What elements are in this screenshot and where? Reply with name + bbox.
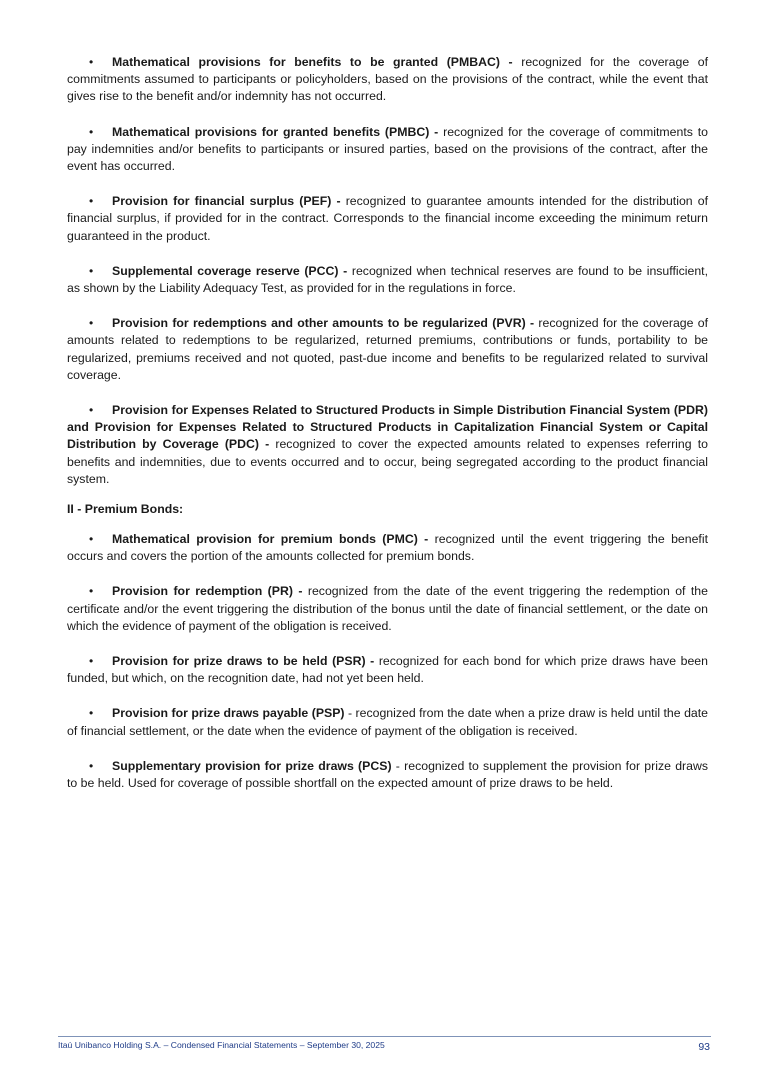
bullet-icon: •: [89, 403, 94, 418]
item-text: recognized for each bond for which prize draws have been funded, but which, on the recognition date, had not yet been held.: [67, 654, 708, 686]
item-title: Provision for financial surplus (PEF) -: [112, 194, 341, 209]
list-item-pcs: [67, 758, 708, 792]
item-text: recognized to guarantee amounts intended for the distribution of financial surplus, if provided for in the contract. Corresponds to the financial income exceeding the minimum return guaranteed in the product.: [67, 194, 708, 243]
item-text: - recognized from the date when a prize draw is held until the date of financial settlement, or the date when the evidence of payment of the obligation is received.: [67, 706, 709, 738]
footer-text: Itaú Unibanco Holding S.A. – Condensed Financial Statements – September 30, 2025: [58, 1040, 385, 1050]
bullet-icon: •: [89, 532, 94, 547]
item-text: recognized from the date of the event triggering the redemption of the certificate and/or the event triggering the distribution of the bonus until the date of financial settlement, or the date on which the evidence of payment of the obligation is received.: [67, 584, 708, 633]
footer-divider: [58, 1036, 711, 1037]
item-text: recognized for the coverage of commitments assumed to participants or policyholders, based on the provisions of the contract, while the event that gives rise to the benefit and/or indemnity has not occurred.: [67, 55, 708, 104]
list-item-pmbac: [67, 54, 708, 106]
list-item-pdr-pdc: [67, 402, 708, 488]
item-text: - recognized to supplement the provision for prize draws to be held. Used for coverage of possible shortfall on the expected amount of prize draws to be held.: [67, 758, 708, 791]
item-title: Provision for Expenses Related to Structured Products in Simple Distribution Financial System (PDR) and Provision for Expenses Related to Structured Products in Capitalization Financial System or Capital Distribution by Coverage (PDC) -: [67, 403, 708, 452]
item-text: recognized until the event triggering the benefit occurs and covers the portion of the amounts collected for premium bonds.: [67, 532, 708, 564]
page-number: 93: [698, 1041, 710, 1053]
item-text: recognized for the coverage of commitments to pay indemnities and/or benefits to participants or insured parties, based on the provisions of the contract, after the event has occurred.: [67, 124, 708, 174]
bullet-icon: •: [89, 316, 94, 331]
list-item-pcc: [67, 263, 708, 297]
item-title: Provision for redemption (PR) -: [112, 584, 303, 599]
item-text: recognized to cover the expected amounts related to expenses referring to benefits and indemnities, due to events occurred and to occur, being segregated according to the product financial system.: [67, 437, 708, 486]
bullet-icon: •: [89, 124, 94, 139]
list-item-pmc: [67, 531, 708, 565]
list-item-pmbc: [67, 124, 708, 176]
list-item-pr: [67, 583, 708, 635]
item-text: recognized for the coverage of amounts related to redemptions to be regularized, returned premiums, contributions or funds, portability to be regularized, premiums received and not quoted, past-due income and benefits to be regularized related to survival coverage.: [67, 316, 709, 382]
list-item-psp: [67, 705, 708, 739]
item-text: recognized when technical reserves are found to be insufficient, as shown by the Liability Adequacy Test, as provided for in the regulations in force.: [67, 263, 709, 296]
item-title: Mathematical provisions for granted benefits (PMBC) -: [112, 124, 439, 139]
item-title: Provision for prize draws to be held (PSR) -: [112, 654, 375, 669]
bullet-icon: •: [89, 194, 94, 209]
bullet-icon: •: [89, 584, 94, 599]
item-title: Supplementary provision for prize draws (PCS): [112, 758, 392, 773]
item-title: Provision for redemptions and other amounts to be regularized (PVR) -: [112, 316, 535, 331]
section-title: II - Premium Bonds:: [67, 502, 184, 517]
list-item-pvr: [67, 315, 708, 384]
list-item-pef: [67, 193, 708, 245]
list-item-psr: [67, 653, 708, 687]
document-body: [67, 54, 708, 810]
bullet-icon: •: [89, 55, 94, 69]
item-title: Provision for prize draws payable (PSP): [112, 706, 345, 721]
bullet-icon: •: [89, 654, 94, 669]
bullet-icon: •: [89, 263, 94, 278]
bullet-icon: •: [89, 758, 94, 773]
item-title: Mathematical provision for premium bonds (PMC) -: [112, 532, 429, 547]
item-title: Mathematical provisions for benefits to be granted (PMBAC) -: [112, 55, 513, 69]
bullet-icon: •: [89, 706, 94, 721]
item-title: Supplemental coverage reserve (PCC) -: [112, 263, 348, 278]
